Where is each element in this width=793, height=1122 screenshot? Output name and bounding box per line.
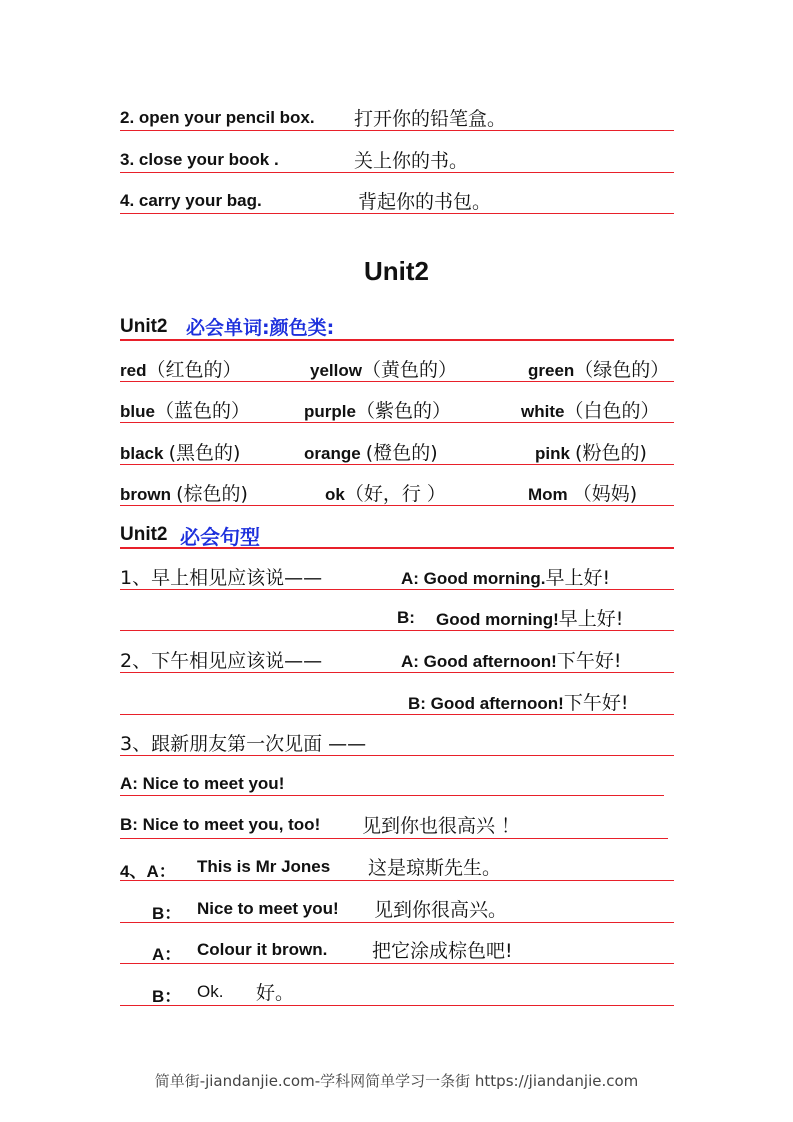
command-en: 4. carry your bag. bbox=[120, 191, 262, 210]
vocab-item: orange (橙色的) bbox=[304, 442, 438, 464]
command-en: 2. open your pencil box. bbox=[120, 108, 315, 127]
sentence-answer: A: Good morning.早上好! bbox=[401, 567, 611, 589]
dialogue-en: This is Mr Jones bbox=[197, 857, 331, 876]
sentence-question: 2、下午相见应该说—— bbox=[120, 650, 323, 672]
vocab-item: white（白色的） bbox=[521, 400, 660, 422]
sentence-question: 1、早上相见应该说—— bbox=[120, 567, 323, 589]
dialogue-zh: 好。 bbox=[256, 982, 295, 1004]
dialogue-zh: 这是琼斯先生。 bbox=[368, 857, 502, 879]
command-zh: 关上你的书。 bbox=[354, 150, 469, 172]
sentence-question: 3、跟新朋友第一次见面 —— bbox=[120, 733, 367, 755]
sentence-row bbox=[120, 728, 674, 756]
command-row bbox=[120, 146, 674, 173]
dialogue-label: B： bbox=[152, 904, 182, 923]
vocab-heading bbox=[120, 312, 674, 341]
dialogue-label: B： bbox=[152, 987, 182, 1006]
vocab-item: brown (棕色的) bbox=[120, 483, 248, 505]
vocab-item: red（红色的） bbox=[120, 359, 242, 381]
dialogue-label: A： bbox=[152, 945, 182, 964]
unit-title: Unit2 bbox=[364, 256, 429, 286]
vocab-item: green（绿色的） bbox=[528, 359, 670, 381]
dialogue-row bbox=[120, 978, 674, 1006]
vocab-item: purple（紫色的） bbox=[304, 400, 451, 422]
command-en: 3. close your book . bbox=[120, 150, 279, 169]
page-footer: 简单街-jiandanjie.com-学科网简单学习一条街 https://jiandanjie.com bbox=[154, 1072, 639, 1090]
dialogue-row bbox=[120, 895, 674, 923]
sentence-answer: Good morning!早上好! bbox=[436, 608, 624, 630]
dialogue-row bbox=[120, 936, 674, 964]
sentence-heading bbox=[120, 520, 674, 549]
sentence-row bbox=[120, 687, 674, 715]
dialogue-en: Colour it brown. bbox=[197, 940, 328, 959]
sentence-label: B: bbox=[397, 608, 415, 627]
vocab-row bbox=[120, 395, 674, 423]
dialogue-zh: 见到你很高兴。 bbox=[374, 899, 508, 921]
dialogue-en: Ok. bbox=[197, 982, 224, 1001]
sentence-row bbox=[120, 645, 674, 673]
command-row bbox=[120, 187, 674, 214]
vocab-item: Mom （妈妈) bbox=[528, 483, 638, 505]
sentence-heading-text: 必会句型 bbox=[180, 525, 260, 549]
sentence-row bbox=[120, 770, 664, 796]
dialogue-en: Nice to meet you! bbox=[197, 899, 339, 918]
sentence-answer: B: Nice to meet you, too! bbox=[120, 815, 321, 834]
vocab-heading-text: 必会单词:颜色类: bbox=[186, 317, 335, 339]
sentence-heading-prefix: Unit2 bbox=[120, 524, 168, 545]
vocab-item: ok（好，行 ） bbox=[325, 483, 446, 505]
dialogue-label: 4、A： bbox=[120, 862, 176, 881]
sentence-row bbox=[120, 562, 674, 590]
vocab-row bbox=[120, 354, 674, 382]
sentence-answer: A: Nice to meet you! bbox=[120, 774, 285, 793]
vocab-heading-prefix: Unit2 bbox=[120, 316, 168, 337]
sentence-row bbox=[120, 811, 668, 839]
dialogue-row bbox=[120, 853, 674, 881]
sentence-row bbox=[120, 603, 674, 631]
vocab-item: black (黑色的) bbox=[120, 442, 241, 464]
vocab-item: blue（蓝色的） bbox=[120, 400, 250, 422]
command-zh: 打开你的铅笔盒。 bbox=[354, 108, 507, 130]
command-zh: 背起你的书包。 bbox=[358, 191, 492, 213]
vocab-item: yellow（黄色的） bbox=[310, 359, 457, 381]
vocab-item: pink (粉色的) bbox=[535, 442, 647, 464]
sentence-answer: B: Good afternoon!下午好! bbox=[408, 692, 629, 714]
sentence-answer: A: Good afternoon!下午好! bbox=[401, 650, 622, 672]
sentence-answer-zh: 见到你也很高兴 ！ bbox=[362, 815, 521, 837]
vocab-row bbox=[120, 478, 674, 506]
dialogue-zh: 把它涂成棕色吧! bbox=[372, 940, 513, 962]
vocab-row bbox=[120, 437, 674, 465]
command-row bbox=[120, 104, 674, 131]
